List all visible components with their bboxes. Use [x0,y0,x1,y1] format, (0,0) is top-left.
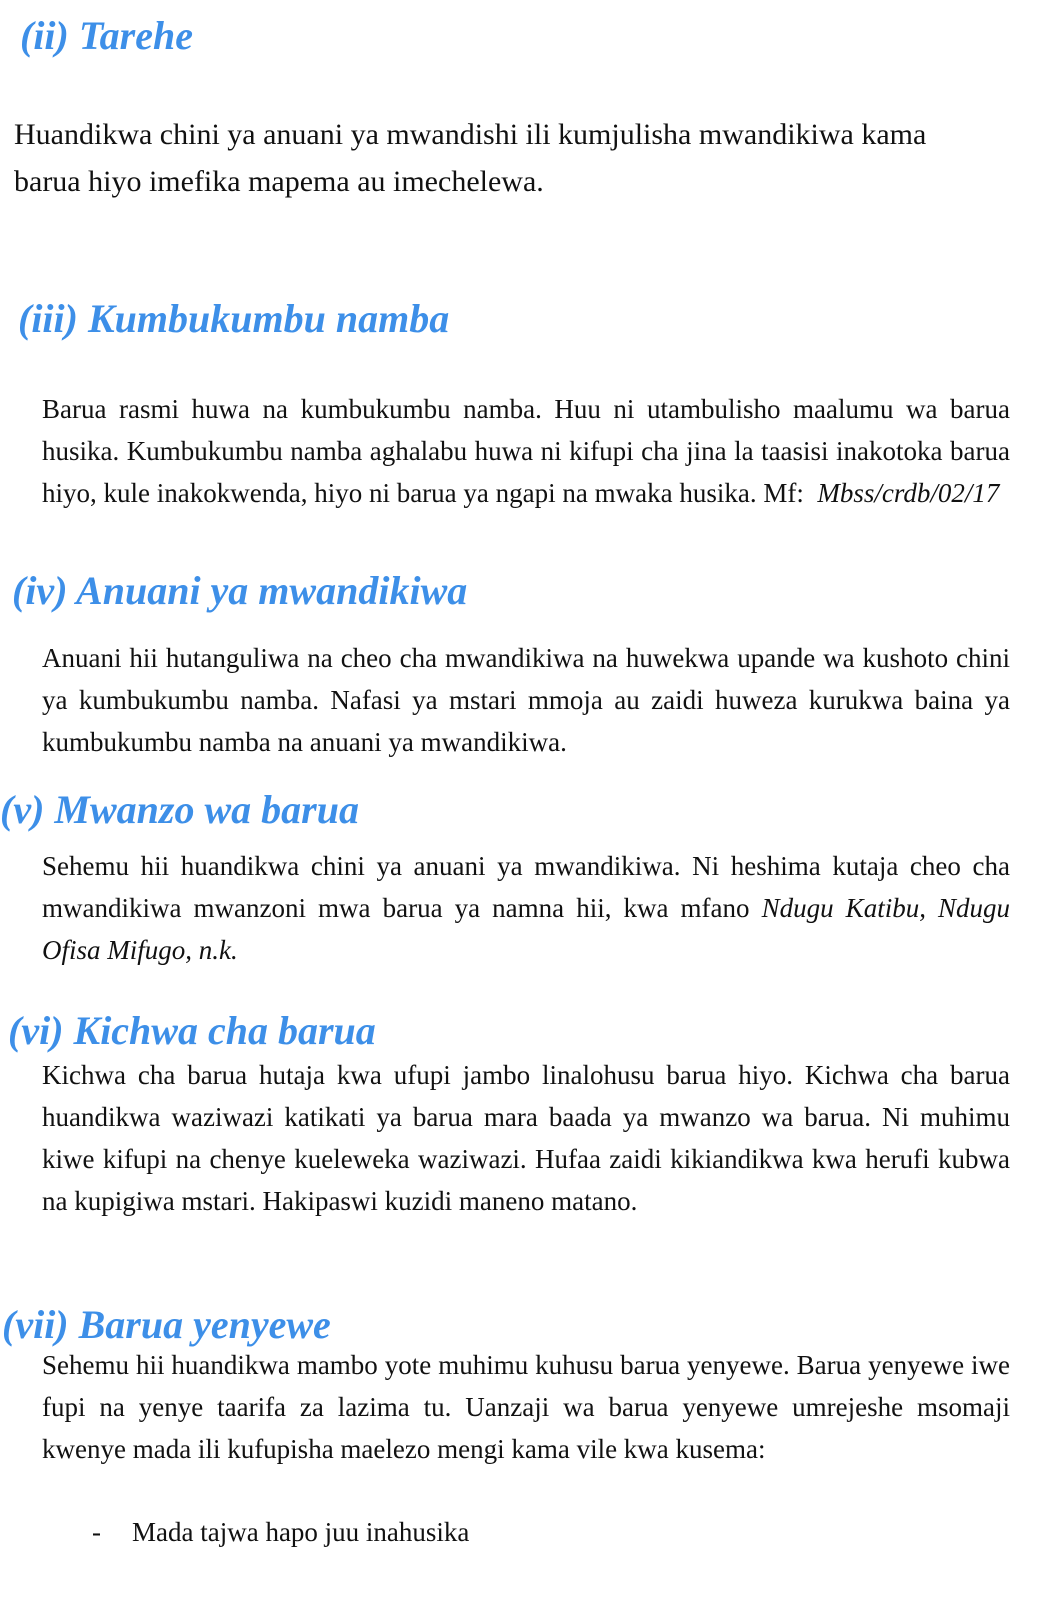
paragraph-mwanzo-text: Sehemu hii huandikwa chini ya anuani ya mwandikiwa. Ni heshima kutaja cheo cha mwandikiwa mwanzoni mwa barua ya namna hii, kwa mfano [42,851,1010,923]
heading-barua-yenyewe: (vii) Barua yenyewe [2,1302,331,1347]
paragraph-tarehe: Huandikwa chini ya anuani ya mwandishi ili kumjulisha mwandikiwa kama barua hiyo imefika mapema au imechelewa. [14,118,927,198]
list-item-text: Mada tajwa hapo juu inahusika [132,1517,470,1547]
salutation-examples: Ndugu Katibu, Ndugu Ofisa Mifugo, n.k. [42,893,1011,965]
paragraph-mwanzo-wa-barua [42,845,1010,971]
paragraph-kichwa-cha-barua: Kichwa cha barua hutaja kwa ufupi jambo linalohusu barua hiyo. Kichwa cha barua huandikwa waziwazi katikati ya barua mara baada ya mwanzo wa barua. Ni muhimu kiwe kifupi na chenye kueleweka waziwazi. Hufaa zaidi kikiandikwa kwa herufi kubwa na kupigiwa mstari. Hakipaswi kuzidi maneno matano. [42,1060,1010,1216]
reference-number-example: Mbss/crdb/02/17 [817,478,1000,508]
heading-anuani-ya-mwandikiwa: (iv) Anuani ya mwandikiwa [12,568,468,613]
paragraph-anuani-ya-mwandikiwa: Anuani hii hutanguliwa na cheo cha mwandikiwa na huwekwa upande wa kushoto chini ya kumbukumbu namba. Nafasi ya mstari mmoja au zaidi huweza kurukwa baina ya kumbukumbu namba na anuani ya mwandikiwa. [42,643,1010,757]
bullet-marker: - [92,1517,101,1547]
paragraph-kumbukumbu-namba [42,388,1010,514]
heading-kumbukumbu-namba: (iii) Kumbukumbu namba [18,296,450,341]
heading-kichwa-cha-barua: (vi) Kichwa cha barua [8,1008,376,1053]
heading-tarehe: (ii) Tarehe [20,13,193,58]
heading-mwanzo-wa-barua: (v) Mwanzo wa barua [0,787,359,832]
paragraph-kumbukumbu-text: Barua rasmi huwa na kumbukumbu namba. Huu ni utambulisho maalumu wa barua husika. Kumbukumbu namba aghalabu huwa ni kifupi cha jina la taasisi inakotoka barua hiyo, kule inakokwenda, hiyo ni barua ya ngapi na mwaka husika. Mf: [42,394,1010,508]
list-item [92,1511,469,1553]
paragraph-barua-yenyewe: Sehemu hii huandikwa mambo yote muhimu kuhusu barua yenyewe. Barua yenyewe iwe fupi na yenye taarifa za lazima tu. Uanzaji wa barua yenyewe umrejeshe msomaji kwenye mada ili kufupisha maelezo mengi kama vile kwa kusema: [42,1350,1010,1464]
